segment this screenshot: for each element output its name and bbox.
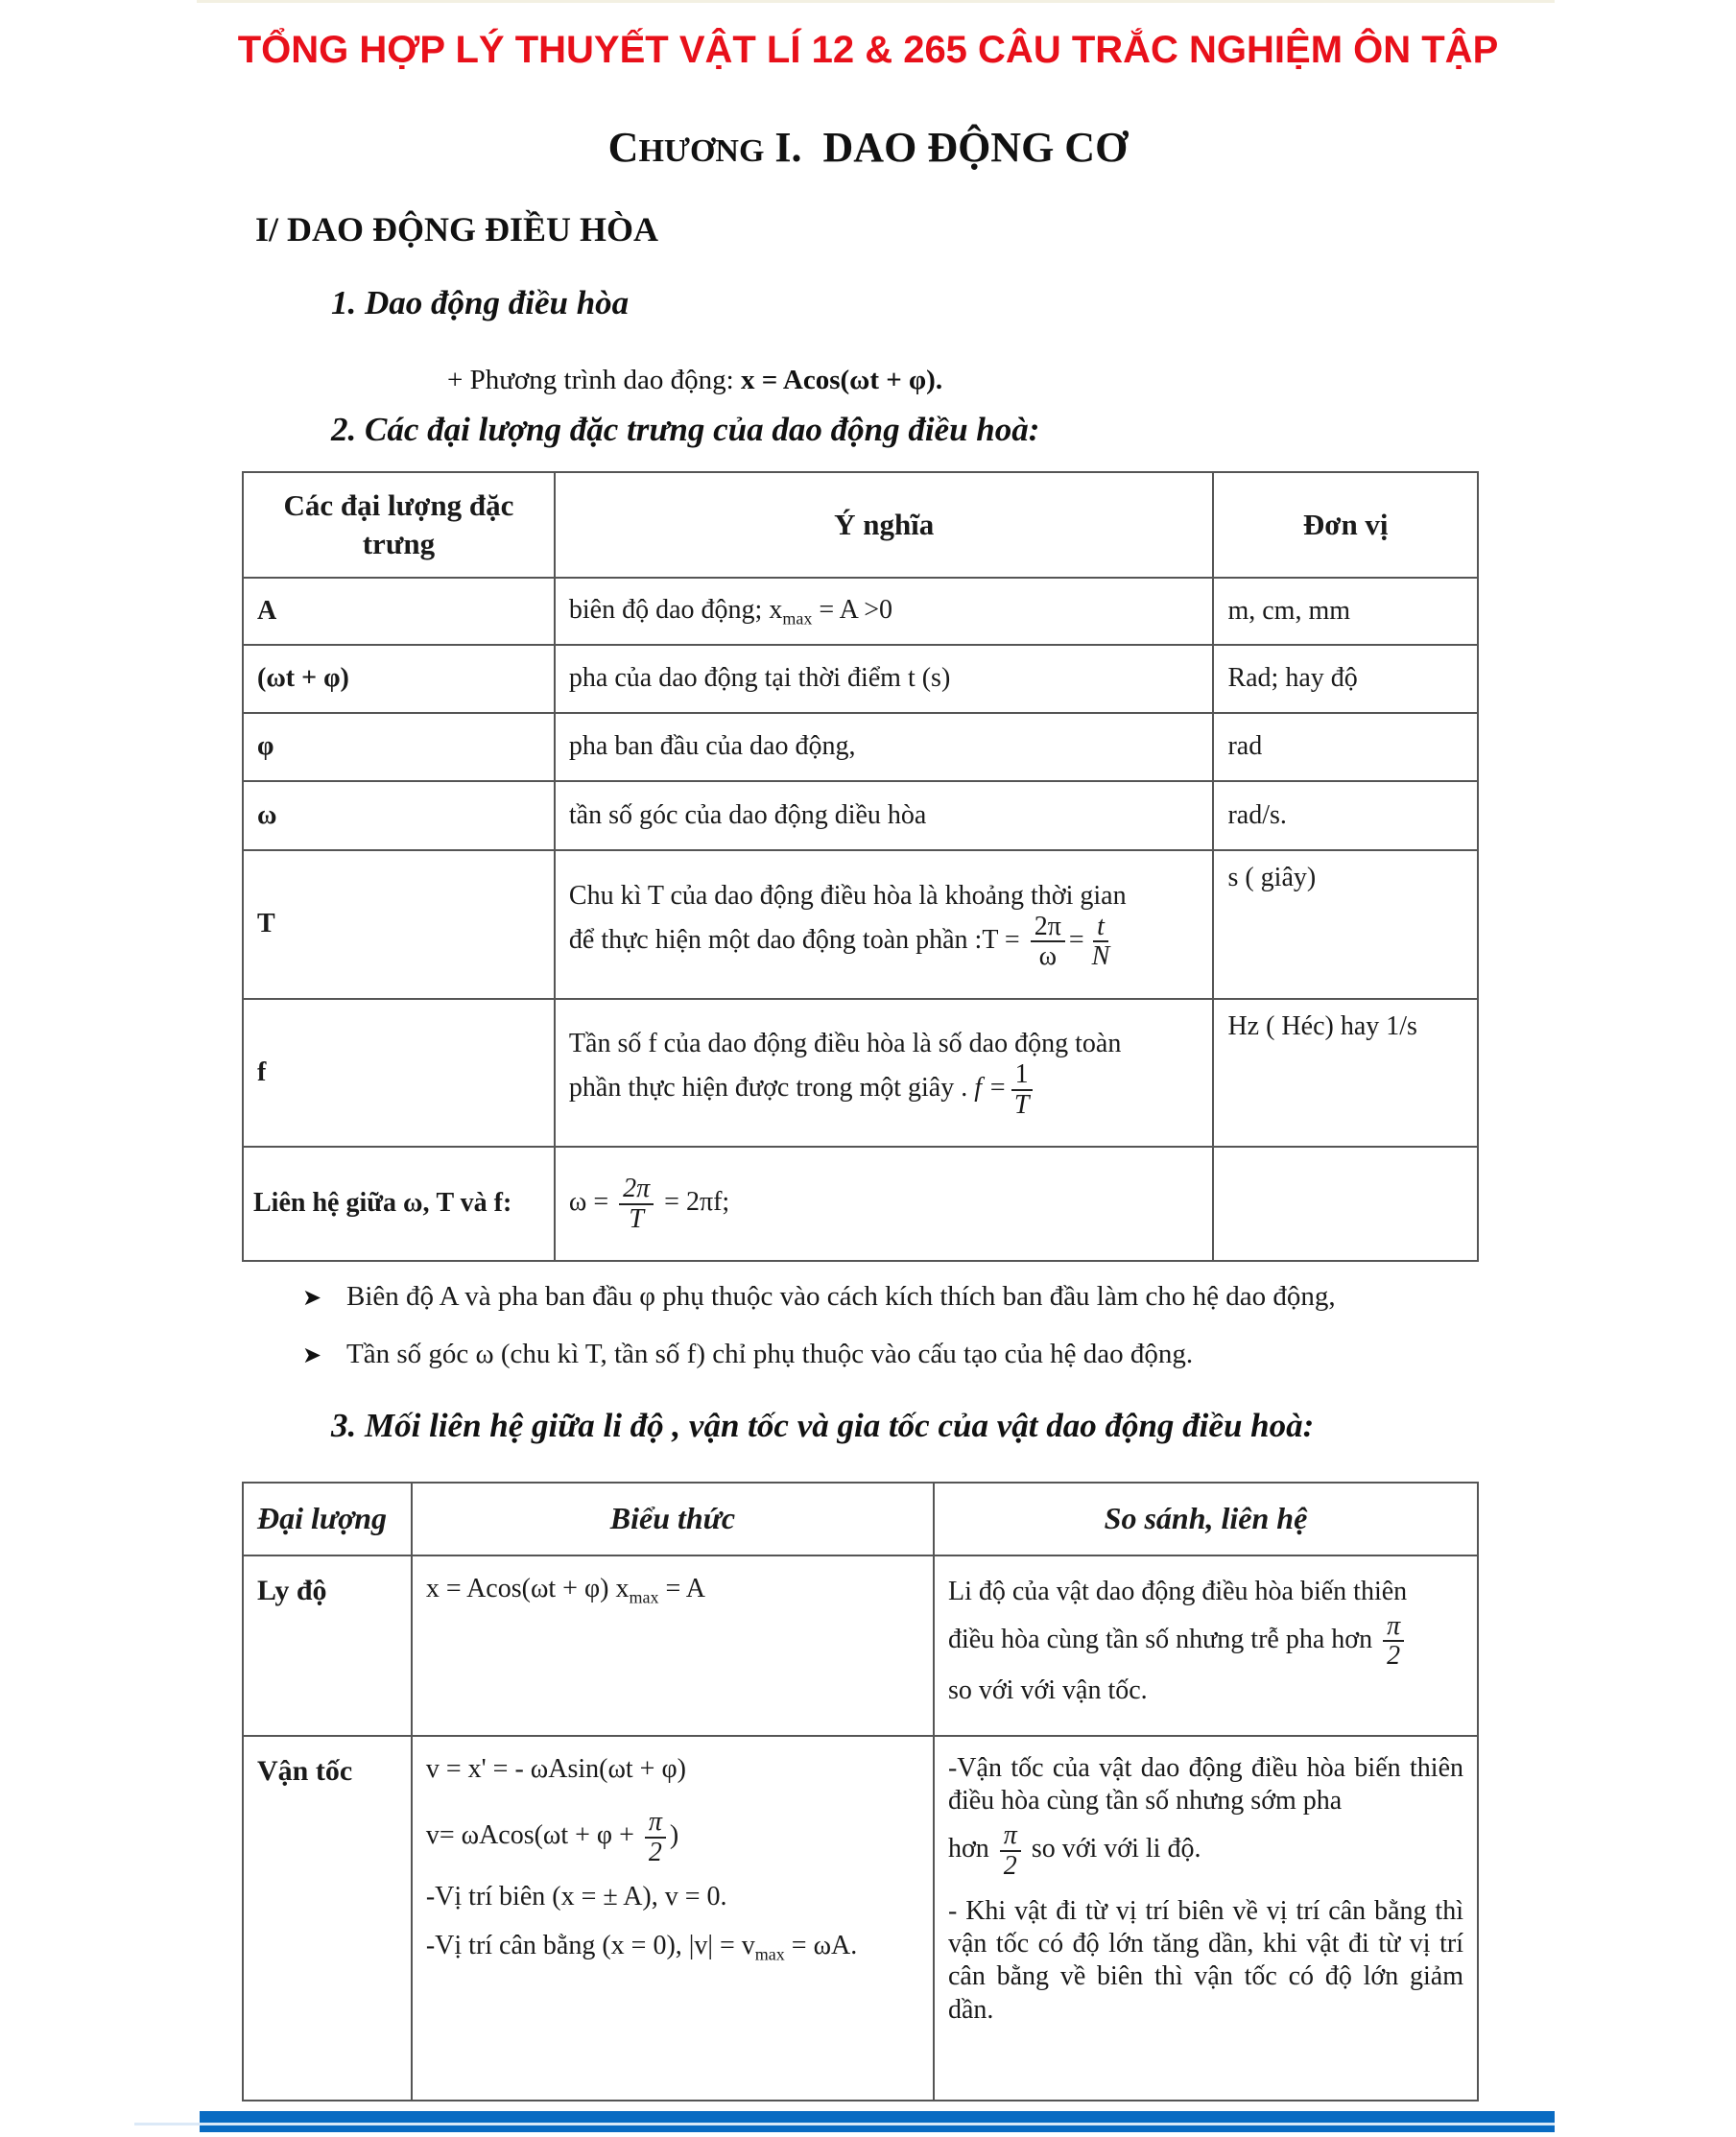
table-row	[243, 645, 1478, 713]
row-symbol: ω	[243, 781, 555, 850]
fraction	[1031, 913, 1065, 971]
meaning-line-1: Tần số f của dao động điều hòa là số dao động toàn	[568, 1029, 1122, 1059]
row-label: Ly độ	[243, 1555, 412, 1736]
subscript: max	[629, 1587, 659, 1607]
fraction-numerator: t	[1093, 913, 1108, 942]
comparison-paragraph: -Vận tốc của vật dao động điều hòa biến thiên điều hòa cùng tần số nhưng sớm pha	[947, 1753, 1463, 1816]
fraction-numerator: π	[645, 1808, 666, 1838]
meaning-line-1: Chu kì T của dao động điều hòa là khoảng thời gian	[568, 880, 1127, 911]
row-unit: Hz ( Héc) hay 1/s	[1213, 999, 1478, 1147]
table-row	[243, 1736, 1478, 2101]
row-meaning	[555, 850, 1214, 999]
expression-line	[426, 1929, 919, 1966]
comparison-line	[948, 1821, 1463, 1880]
fraction-denominator: T	[629, 1203, 644, 1234]
chapter-prefix-big: C	[607, 124, 639, 171]
row-symbol: φ	[243, 713, 555, 781]
row-meaning	[555, 1147, 1214, 1261]
row-comparison	[934, 1736, 1478, 2101]
fraction-denominator: 2	[1387, 1641, 1401, 1672]
row-unit: s ( giây)	[1213, 850, 1478, 999]
table-row	[243, 578, 1478, 645]
fraction	[1011, 1060, 1034, 1119]
row-meaning: pha của dao động tại thời điểm t (s)	[555, 645, 1214, 713]
f-label: f =	[974, 1072, 1007, 1103]
header-comparison: So sánh, liên hệ	[934, 1483, 1478, 1555]
subscript: max	[782, 608, 813, 629]
comparison-line: Li độ của vật dao động điều hòa biến thiên	[947, 1577, 1408, 1606]
table-row	[243, 713, 1478, 781]
row-meaning: tần số góc của dao động diều hòa	[555, 781, 1214, 850]
row-symbol: T	[243, 850, 555, 999]
chapter-rest: I. DAO ĐỘNG CƠ	[764, 124, 1129, 171]
table-row	[243, 850, 1478, 999]
top-rule	[197, 0, 1555, 3]
row-meaning: pha ban đầu của dao động,	[555, 713, 1214, 781]
fraction	[1088, 913, 1114, 971]
comparison-line: so với với vận tốc.	[947, 1674, 1148, 1705]
fraction	[619, 1175, 654, 1233]
section-heading: I/ DAO ĐỘNG ĐIỀU HÒA	[255, 210, 659, 249]
meaning-line-2: để thực hiện một dao động toàn phần :T =	[568, 924, 1027, 955]
formula-rhs: = 2πf;	[657, 1186, 730, 1217]
fraction-numerator: 1	[1011, 1060, 1033, 1090]
row-comparison	[934, 1555, 1478, 1736]
meaning-text: = A >0	[812, 594, 893, 625]
table-header-row	[243, 1483, 1478, 1555]
fraction-denominator: ω	[1038, 941, 1057, 971]
footer-bar	[200, 2111, 1555, 2132]
expression-text: -Vị trí cân bằng (x = 0), |v| = v	[425, 1930, 755, 1960]
comparison-text: so với với li độ.	[1024, 1834, 1201, 1864]
table-header-row	[243, 472, 1478, 578]
row-meaning	[555, 578, 1214, 645]
row-meaning	[555, 999, 1214, 1147]
expression-text: = ωA.	[784, 1930, 858, 1960]
row-unit: rad	[1213, 713, 1478, 781]
equation: x = Acos(ωt + φ).	[741, 365, 943, 395]
table-row	[243, 1555, 1478, 1736]
bullet-text: Tần số góc ω (chu kì T, tần số f) chỉ phụ thuộc vào cấu tạo của hệ dao động.	[346, 1339, 1194, 1369]
row-symbol: A	[243, 578, 555, 645]
row-label: Vận tốc	[243, 1736, 412, 2101]
arrow-bullet-icon: ➤	[302, 1343, 322, 1368]
row-unit: m, cm, mm	[1213, 578, 1478, 645]
row-expression	[412, 1736, 934, 2101]
expression-text: x = Acos(ωt + φ) x	[425, 1574, 630, 1603]
header-expression: Biểu thức	[412, 1483, 934, 1555]
bullet-text: Biên độ A và pha ban đầu φ phụ thuộc vào cách kích thích ban đầu làm cho hệ dao động,	[346, 1281, 1336, 1312]
comparison-line: điều hòa cùng tần số nhưng trễ pha hơn	[947, 1624, 1380, 1654]
subscript: max	[754, 1944, 785, 1964]
table-row	[243, 1147, 1478, 1261]
row-symbol: f	[243, 999, 555, 1147]
equals-sign: =	[1068, 924, 1084, 955]
fraction	[1000, 1821, 1021, 1880]
bullet-item	[302, 1339, 1193, 1370]
fraction-numerator: π	[1383, 1612, 1404, 1642]
table-row	[243, 781, 1478, 850]
comparison-text: hơn	[947, 1834, 996, 1864]
fraction-numerator: 2π	[1031, 913, 1065, 942]
formula-lhs: ω =	[568, 1186, 616, 1217]
equation-line	[447, 365, 942, 396]
subsection-1-heading: 1. Dao động điều hòa	[331, 284, 630, 321]
row-symbol: Liên hệ giữa ω, T và f:	[243, 1147, 555, 1261]
expression-line: -Vị trí biên (x = ± A), v = 0.	[425, 1882, 727, 1912]
meaning-text: biên độ dao động; x	[568, 594, 783, 625]
row-unit	[1213, 1147, 1478, 1261]
document-title: TỔNG HỢP LÝ THUYẾT VẬT LÍ 12 & 265 CÂU TRẮC NGHIỆM ÔN TẬP	[237, 29, 1499, 71]
table-row	[243, 999, 1478, 1147]
bullet-item	[302, 1281, 1336, 1313]
arrow-bullet-icon: ➤	[302, 1286, 322, 1311]
relations-table	[242, 1482, 1479, 2101]
header-meaning: Ý nghĩa	[555, 472, 1214, 578]
expression-text: v= ωAcos(ωt + φ +	[425, 1820, 641, 1851]
fraction-denominator: T	[1013, 1089, 1030, 1120]
row-expression	[412, 1555, 934, 1736]
comparison-paragraph: - Khi vật đi từ vị trí biên về vị trí cân bằng thì vận tốc có độ lớn tăng dần, khi vật đi từ vị trí cân bằng về biên thì vận tốc có độ lớn giảm dần.	[947, 1896, 1463, 2025]
header-quantity: Các đại lượng đặc trưng	[243, 472, 555, 578]
subsection-3-heading: 3. Mối liên hệ giữa li độ , vận tốc và gia tốc của vật dao động điều hoà:	[331, 1407, 1315, 1444]
row-unit: Rad; hay độ	[1213, 645, 1478, 713]
row-symbol: (ωt + φ)	[243, 645, 555, 713]
footer-bar-highlight	[134, 2123, 1555, 2125]
expression-text: = A	[658, 1574, 705, 1603]
expression-line: v = x' = - ωAsin(ωt + φ)	[425, 1754, 686, 1784]
expression-text: )	[669, 1820, 679, 1851]
fraction-denominator: N	[1091, 941, 1110, 971]
subsection-2-heading: 2. Các đại lượng đặc trưng của dao động điều hoà:	[331, 411, 1040, 448]
fraction	[1383, 1612, 1404, 1671]
row-unit: rad/s.	[1213, 781, 1478, 850]
fraction	[645, 1808, 666, 1866]
header-quantity: Đại lượng	[243, 1483, 412, 1555]
chapter-prefix-small: HƯƠNG	[638, 133, 765, 169]
meaning-line-2: phần thực hiện được trong một giây .	[568, 1072, 975, 1103]
expression-line	[426, 1808, 919, 1866]
characteristics-table	[242, 471, 1479, 1262]
fraction-numerator: π	[1000, 1821, 1021, 1851]
equation-label: + Phương trình dao động:	[447, 365, 741, 395]
fraction-numerator: 2π	[619, 1175, 654, 1204]
chapter-title	[0, 123, 1736, 172]
fraction-denominator: 2	[1003, 1850, 1017, 1881]
fraction-denominator: 2	[648, 1837, 662, 1867]
header-unit: Đơn vị	[1213, 472, 1478, 578]
